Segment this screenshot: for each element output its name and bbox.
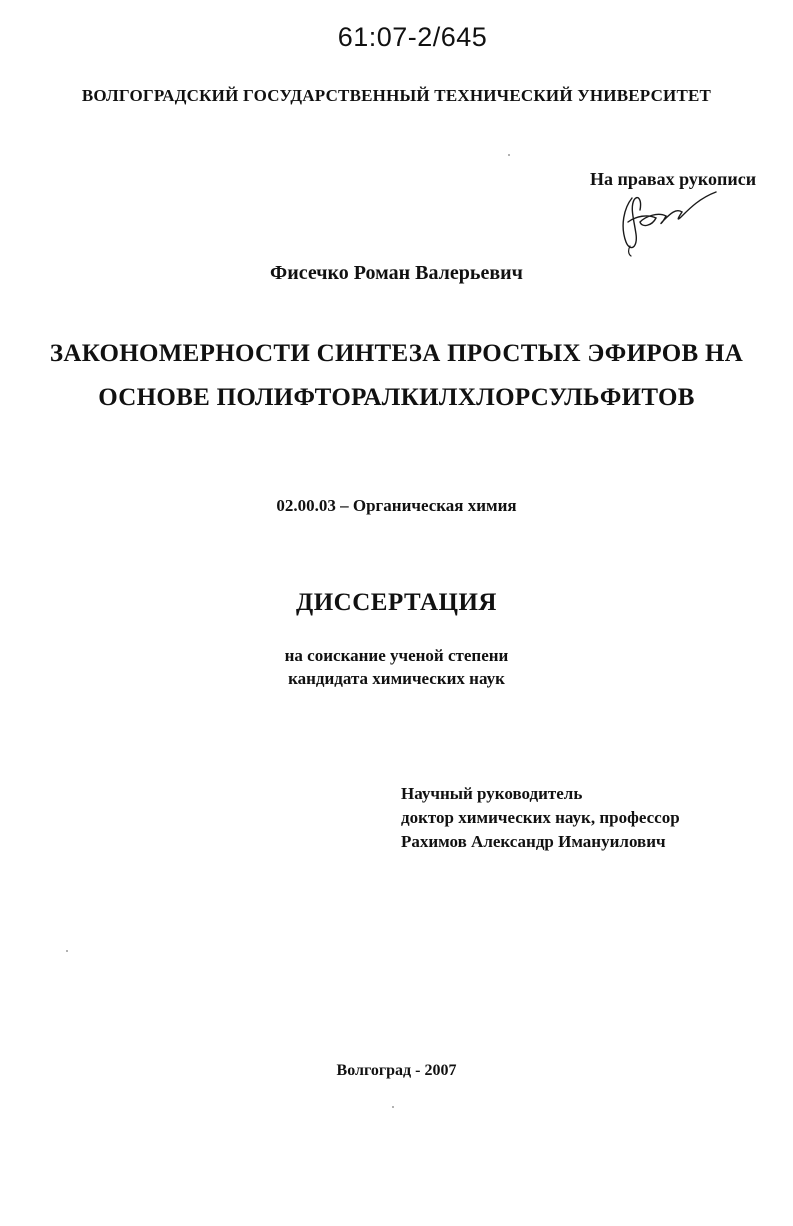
supervisor-name: Рахимов Александр Имануилович xyxy=(401,832,666,851)
city-year: Волгоград - 2007 xyxy=(336,1062,457,1079)
scan-speck xyxy=(66,950,68,952)
catalog-number: 61:07-2/645 xyxy=(337,22,488,52)
author-name: Фисечко Роман Валерьевич xyxy=(270,262,523,284)
degree-line-1: на соискание ученой степени xyxy=(284,646,509,665)
scan-speck xyxy=(508,154,510,156)
scan-speck xyxy=(392,1106,394,1108)
university-name: ВОЛГОГРАДСКИЙ ГОСУДАРСТВЕННЫЙ ТЕХНИЧЕСКИЙ УНИВЕРСИТЕТ xyxy=(81,86,712,105)
dissertation-title-line-1: ЗАКОНОМЕРНОСТИ СИНТЕЗА ПРОСТЫХ ЭФИРОВ НА xyxy=(49,340,744,367)
supervisor-role: Научный руководитель xyxy=(401,784,583,803)
manuscript-rights-note: На правах рукописи xyxy=(590,169,757,189)
degree-line-2: кандидата химических наук xyxy=(288,669,505,688)
document-type: ДИССЕРТАЦИЯ xyxy=(296,589,497,616)
handwritten-signature xyxy=(612,186,732,258)
specialty-code: 02.00.03 – Органическая химия xyxy=(276,496,517,515)
dissertation-title-line-2: ОСНОВЕ ПОЛИФТОРАЛКИЛХЛОРСУЛЬФИТОВ xyxy=(98,384,695,411)
supervisor-credentials: доктор химических наук, профессор xyxy=(401,808,680,827)
